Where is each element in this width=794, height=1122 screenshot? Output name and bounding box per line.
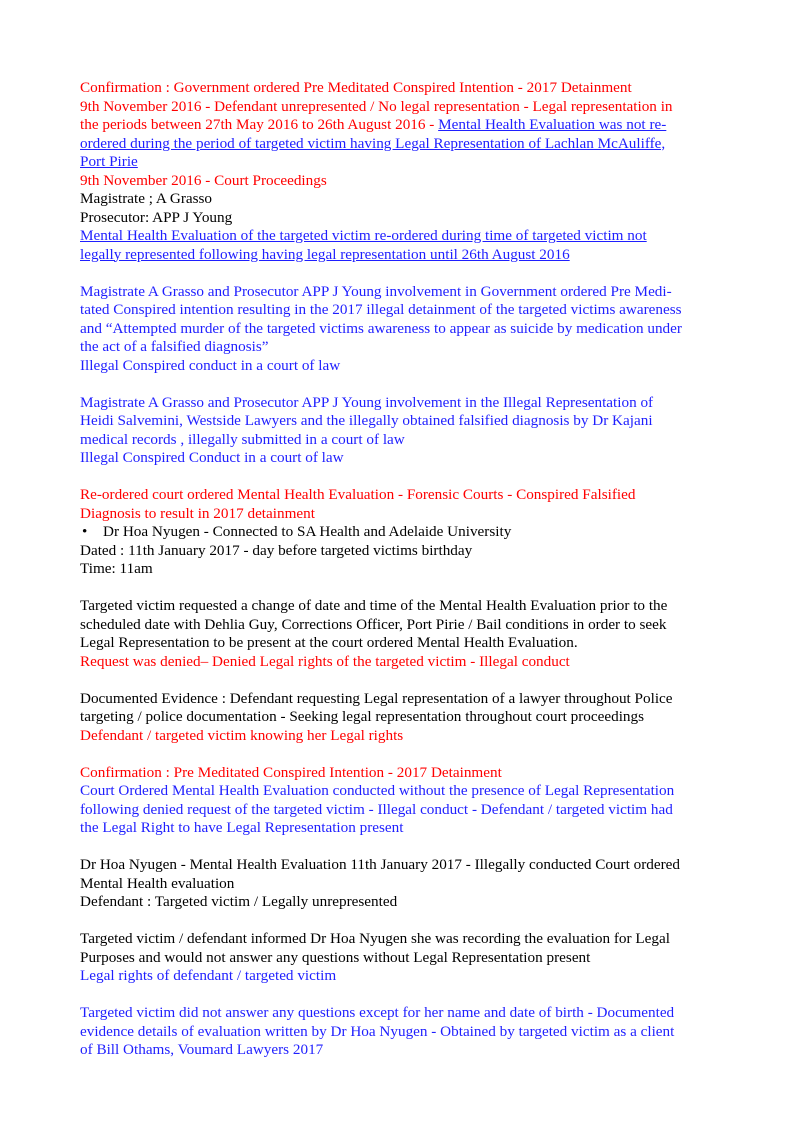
text-line: Mental Health evaluation [80,874,235,892]
paragraph-confirmation-2017 [80,764,720,838]
evaluation-link-cont[interactable]: Port Pirie [80,153,138,170]
text-line: Documented Evidence : Defendant requesting Legal representation of a lawyer throughout Police [80,689,673,707]
text-line [80,116,720,135]
evaluation-link[interactable]: Mental Health Evaluation was not re- [438,116,667,133]
text-line: Legal rights of defendant / targeted victim [80,967,337,984]
paragraph-confirmation-2016 [80,79,720,264]
spacer [80,671,720,690]
text-line: Purposes and would not answer any questions without Legal Representation present [80,948,591,966]
text-line: Targeted victim / defendant informed Dr Hoa Nyugen she was recording the evaluation for Legal [80,930,670,947]
text-line: Targeted victim requested a change of date and time of the Mental Health Evaluation prior to the [80,597,668,614]
text-line: and “Attempted murder of the targeted victims awareness to appear as suicide by medication under [80,319,682,337]
text-line: of Bill Othams, Voumard Lawyers 2017 [80,1041,324,1058]
text-line: Dr Hoa Nyugen - Mental Health Evaluation 11th January 2017 - Illegally conducted Court ordered [80,856,681,873]
spacer [80,912,720,931]
spacer [80,986,720,1005]
paragraph-change-request [80,597,720,671]
bullet-item: • Dr Hoa Nyugen - Connected to SA Health and Adelaide University [80,523,720,542]
text-line: Magistrate A Grasso and Prosecutor APP J Young involvement in the Illegal Representation of [80,393,654,411]
text-line: tated Conspired intention resulting in the 2017 illegal detainment of the targeted victims awareness [80,301,682,318]
paragraph-reordered-evaluation [80,486,720,579]
spacer [80,579,720,598]
paragraph-evaluation-details [80,856,720,912]
text-line: Re-ordered court ordered Mental Health Evaluation - Forensic Courts - Conspired Falsified [80,486,636,503]
text-line: Magistrate A Grasso and Prosecutor APP J Young involvement in Government ordered Pre Medi- [80,282,672,300]
spacer [80,375,720,394]
time-line: Time: 11am [80,560,153,577]
text-line: Illegal Conspired conduct in a court of law [80,356,341,374]
text-fragment: the periods between 27th May 2016 to 26th August 2016 - [80,116,439,133]
spacer [80,468,720,487]
text-line: Targeted victim did not answer any questions except for her name and date of birth - Documented [80,1004,675,1021]
text-line: Heidi Salvemini, Westside Lawyers and the illegally obtained falsified diagnosis by Dr Kajani [80,412,653,429]
heading-confirmation: Confirmation : Government ordered Pre Meditated Conspired Intention - 2017 Detainment [80,79,632,96]
text-line: the Legal Right to have Legal Representation present [80,819,404,836]
document-page [80,79,720,1060]
text-line: targeting / police documentation - Seeking legal representation throughout court proceedings [80,708,645,725]
paragraph-magistrate-involvement [80,283,720,376]
text-line: 9th November 2016 - Defendant unrepresented / No legal representation - Legal representation in [80,97,673,115]
court-proceedings-heading: 9th November 2016 - Court Proceedings [80,171,327,189]
magistrate-line: Magistrate ; A Grasso [80,190,213,207]
text-line: the act of a falsified diagnosis” [80,338,269,355]
paragraph-no-answers [80,1004,720,1060]
spacer [80,264,720,283]
text-line: Illegal Conspired Conduct in a court of law [80,449,344,466]
text-line: Request was denied– Denied Legal rights of the targeted victim - Illegal conduct [80,652,570,670]
paragraph-documented-evidence [80,690,720,746]
evaluation-link-cont[interactable]: ordered during the period of targeted victim having Legal Representation of Lachlan McAuliffe, [80,134,666,152]
text-line: medical records , illegally submitted in a court of law [80,430,405,448]
text-line: Court Ordered Mental Health Evaluation conducted without the presence of Legal Representation [80,782,675,799]
text-line: following denied request of the targeted victim - Illegal conduct - Defendant / targeted victim had [80,800,673,818]
text-line: scheduled date with Dehlia Guy, Corrections Officer, Port Pirie / Bail conditions in order to seek [80,615,667,633]
spacer [80,838,720,857]
reordered-evaluation-link[interactable]: Mental Health Evaluation of the targeted victim re-ordered during time of targeted victim not [80,227,647,244]
text-line: Diagnosis to result in 2017 detainment [80,504,315,522]
paragraph-recording-notice [80,930,720,986]
spacer [80,745,720,764]
text-line: Defendant / targeted victim knowing her Legal rights [80,726,404,744]
reordered-evaluation-link-cont[interactable]: legally represented following having legal representation until 26th August 2016 [80,245,570,263]
text-line: Legal Representation to be present at the court ordered Mental Health Evaluation. [80,634,578,651]
text-line: Defendant : Targeted victim / Legally unrepresented [80,893,398,910]
dated-line: Dated : 11th January 2017 - day before targeted victims birthday [80,541,473,559]
prosecutor-line: Prosecutor: APP J Young [80,208,233,226]
text-line: evidence details of evaluation written by Dr Hoa Nyugen - Obtained by targeted victim as a client [80,1022,675,1040]
text-line: Confirmation : Pre Meditated Conspired Intention - 2017 Detainment [80,763,502,781]
paragraph-illegal-representation [80,394,720,468]
